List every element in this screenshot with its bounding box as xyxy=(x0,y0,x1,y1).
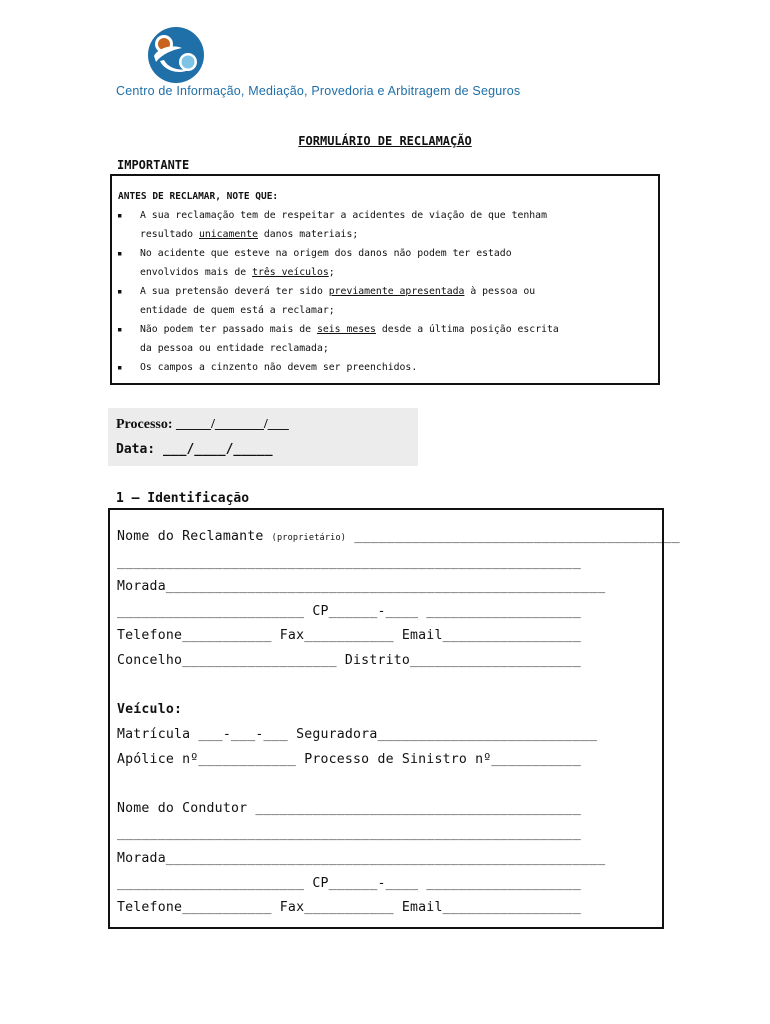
note-1-line-2: resultado unicamente danos materiais; xyxy=(140,229,359,240)
notes-box xyxy=(110,174,660,385)
bullet-icon: ▪ xyxy=(117,287,123,297)
condutor-morada-field[interactable]: Morada______________________________________________________ xyxy=(117,851,606,866)
notes-heading: ANTES DE RECLAMAR, NOTE QUE: xyxy=(118,191,279,202)
data-field: Data: ___/____/_____ xyxy=(116,442,273,457)
important-label: IMPORTANTE xyxy=(117,158,190,172)
bullet-icon: ▪ xyxy=(117,363,123,373)
note-4-line-1: Não podem ter passado mais de seis meses desde a última posição escrita xyxy=(140,324,559,335)
note-2-line-1: No acidente que esteve na origem dos danos não podem ter estado xyxy=(140,248,512,259)
condutor-contacts-field[interactable]: Telefone___________ Fax___________ Email_________________ xyxy=(117,900,581,915)
apolice-field[interactable]: Apólice nº____________ Processo de Sinistro nº___________ xyxy=(117,752,581,767)
bullet-icon: ▪ xyxy=(117,325,123,335)
organization-name: Centro de Informação, Mediação, Provedoria e Arbitragem de Seguros xyxy=(116,84,521,98)
note-3-line-2: entidade de quem está a reclamar; xyxy=(140,305,335,316)
reclamante-name-continuation[interactable]: _________________________________________________________ xyxy=(117,555,581,570)
contacts-field[interactable]: Telefone___________ Fax___________ Email_________________ xyxy=(117,628,581,643)
concelho-distrito-field[interactable]: Concelho___________________ Distrito_____________________ xyxy=(117,653,581,668)
condutor-name-field[interactable]: Nome do Condutor ________________________________________ xyxy=(117,801,581,816)
section-1-title: 1 – Identificação xyxy=(116,491,250,506)
postal-code-field[interactable]: _______________________ CP______-____ ___________________ xyxy=(117,604,581,619)
matricula-field[interactable]: Matrícula ___-___-___ Seguradora___________________________ xyxy=(117,727,598,742)
identification-box xyxy=(108,508,680,929)
vehicle-label: Veículo: xyxy=(117,702,183,717)
form-title: FORMULÁRIO DE RECLAMAÇÃO xyxy=(298,134,472,148)
note-5-line-1: Os campos a cinzento não devem ser preenchidos. xyxy=(140,362,418,373)
office-use-box xyxy=(108,408,418,466)
cimpas-logo-icon xyxy=(142,26,212,84)
condutor-postal-code-field[interactable]: _______________________ CP______-____ ___________________ xyxy=(117,876,581,891)
bullet-icon: ▪ xyxy=(117,211,123,221)
morada-field[interactable]: Morada______________________________________________________ xyxy=(117,579,606,594)
note-4-line-2: da pessoa ou entidade reclamada; xyxy=(140,343,329,354)
note-2-line-2: envolvidos mais de três veículos; xyxy=(140,267,335,278)
processo-field: Processo: _____/_______/___ xyxy=(116,417,289,432)
reclamante-name-field[interactable]: Nome do Reclamante (proprietário) ________________________________________ xyxy=(117,529,680,544)
note-3-line-1: A sua pretensão deverá ter sido previamente apresentada à pessoa ou xyxy=(140,286,536,297)
condutor-name-continuation[interactable]: _________________________________________________________ xyxy=(117,826,581,841)
note-1-line-1: A sua reclamação tem de respeitar a acidentes de viação de que tenham xyxy=(140,210,547,221)
bullet-icon: ▪ xyxy=(117,249,123,259)
